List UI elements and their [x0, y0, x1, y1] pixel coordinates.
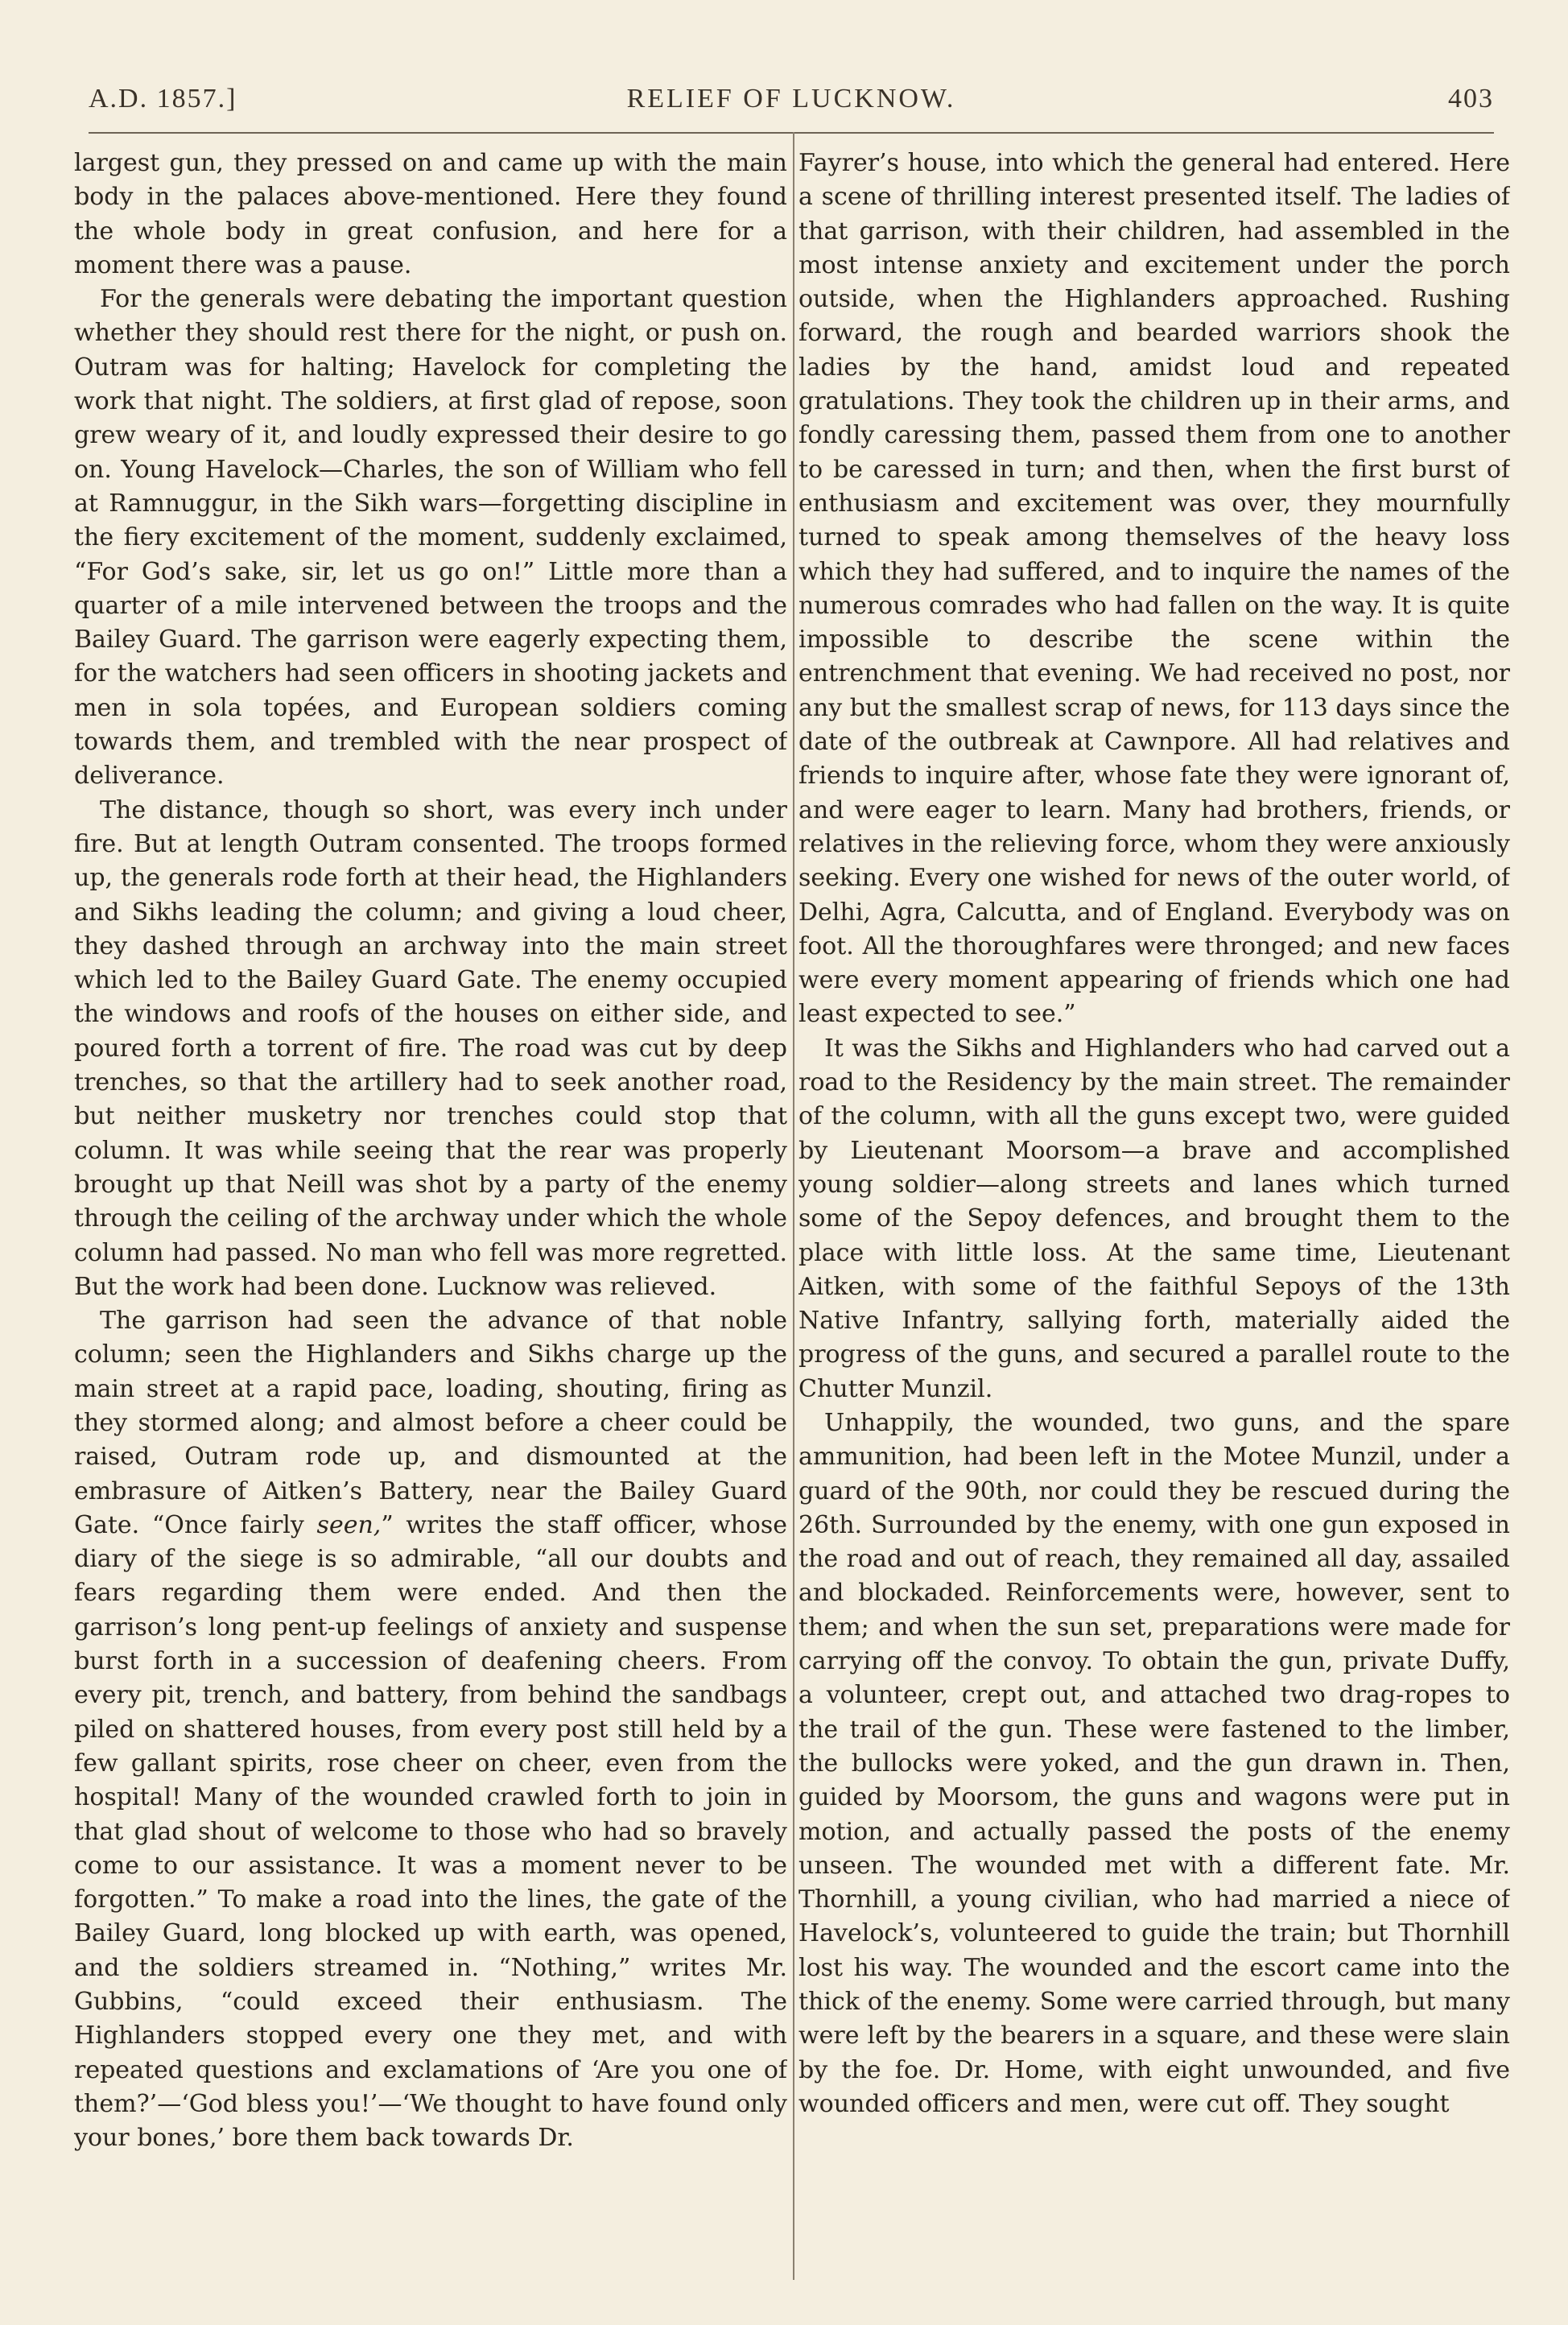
column-divider — [793, 132, 794, 2280]
running-head — [89, 84, 1494, 126]
right-column — [798, 147, 1510, 2272]
paragraph: For the generals were debating the important question whether they should rest there for the night, or push on. Outram was for halting; Havelock for completing the work that night. The soldiers, at first glad of repose, soon grew weary of it, and loudly expressed their desire to go on. Young Havelock—Charles, the son of William who fell at Ramnuggur, in the Sikh wars—forgetting discipline in the fiery excitement of the moment, suddenly exclaimed, “For God’s sake, sir, let us go on!” Little more than a quarter of a mile intervened between the troops and the Bailey Guard. The garrison were eagerly expecting them, for the watchers had seen officers in shooting jackets and men in sola topées, and European soldiers coming towards them, and trembled with the near prospect of deliverance. — [74, 285, 787, 791]
text-run: The garrison had seen the advance of that noble column; seen the Highlanders and Sikhs charge up the main street at a rapid pace, loading, shouting, firing as they stormed along; and almost before a cheer could be raised, Outram rode up, and dismounted at the embrasure of Aitken’s Battery, near the Bailey Guard Gate. “Once fairly — [74, 1307, 787, 1539]
left-column — [74, 147, 787, 2272]
paragraph: It was the Sikhs and Highlanders who had carved out a road to the Residency by the main street. The remainder of the column, with all the guns except two, were guided by Lieutenant Moorsom—a brave and accomplished young soldier—along streets and lanes which turned some of the Sepoy defences, and brought them to the place with little loss. At the same time, Lieutenant Aitken, with some of the faithful Sepoys of the 13th Native Infantry, sallying forth, materially aided the progress of the guns, and secured a parallel route to the Chutter Munzil. — [798, 1034, 1510, 1403]
paragraph: The distance, though so short, was every inch under fire. But at length Outram consented. The troops formed up, the generals rode forth at their head, the Highlanders and Sikhs leading the column; and giving a loud cheer, they dashed through an archway into the main street which led to the Bailey Guard Gate. The enemy occupied the windows and roofs of the houses on either side, and poured forth a torrent of fire. The road was cut by deep trenches, so that the artillery had to seek another road, but neither musketry nor trenches could stop that column. It was while seeing that the rear was properly brought up that Neill was shot by a party of the enemy through the ceiling of the archway under which the whole column had passed. No man who fell was more regretted. But the work had been done. Lucknow was relieved. — [74, 795, 787, 1301]
paragraph: Fayrer’s house, into which the general had entered. Here a scene of thrilling interest presented itself. The ladies of that garrison, with their children, had assembled in the most intense anxiety and excitement under the porch outside, when the Highlanders approached. Rushing forward, the rough and bearded warriors shook the ladies by the hand, amidst loud and repeated gratulations. They took the children up in their arms, and fondly caressing them, passed them from one to another to be caressed in turn; and then, when the first burst of enthusiasm and excitement was over, they mournfully turned to speak among themselves of the heavy loss which they had suffered, and to inquire the names of the numerous comrades who had fallen on the way. It is quite impossible to describe the scene within the entrenchment that evening. We had received no post, nor any but the smallest scrap of news, for 113 days since the date of the outbreak at Cawnpore. All had relatives and friends to inquire after, whose fate they were ignorant of, and were eager to learn. Many had brothers, friends, or relatives in the relieving force, whom they were anxiously seeking. Every one wished for news of the outer world, of Delhi, Agra, Calcutta, and of England. Everybody was on foot. All the thoroughfares were thronged; and new faces were every moment appearing of friends which one had least expected to see.” — [798, 149, 1510, 1029]
text-run: ” writes the staff officer, whose diary of the siege is so admirable, “all our doubts and fears regarding them were ended. And then the garrison’s long pent-up feelings of anxiety and suspense burst forth in a succession of deafening cheers. From every pit, trench, and battery, from behind the sandbags piled on shattered houses, from every post still held by a few gallant spirits, rose cheer on cheer, even from the hospital! Many of the wounded crawled forth to join in that glad shout of welcome to those who had so bravely come to our assistance. It was a moment never to be forgotten.” To make a road into the lines, the gate of the Bailey Guard, long blocked up with earth, was opened, and the soldiers streamed in. “Nothing,” writes Mr. Gubbins, “could exceed their enthusiasm. The Highlanders stopped every one they met, and with repeated questions and exclamations of ‘Are you one of them?’—‘God bless you!’—‘We thought to have found only your bones,’ bore them back towards Dr. — [74, 1510, 787, 2153]
italic-text: seen, — [316, 1510, 382, 1539]
paragraph: Unhappily, the wounded, two guns, and the spare ammunition, had been left in the Motee Munzil, under a guard of the 90th, nor could they be rescued during the 26th. Surrounded by the enemy, with one gun exposed in the road and out of reach, they remained all day, assailed and blockaded. Reinforcements were, however, sent to them; and when the sun set, preparations were made for carrying off the convoy. To obtain the gun, private Duffy, a volunteer, crept out, and attached two drag-ropes to the trail of the gun. These were fastened to the limber, the bullocks were yoked, and the gun drawn in. Then, guided by Moorsom, the guns and wagons were put in motion, and actually passed the posts of the enemy unseen. The wounded met with a different fate. Mr. Thornhill, a young civilian, who had married a niece of Havelock’s, volunteered to guide the train; but Thornhill lost his way. The wounded and the escort came into the thick of the enemy. Some were carried through, but many were left by the bearers in a square, and these were slain by the foe. Dr. Home, with eight unwounded, and five wounded officers and men, were cut off. They sought — [798, 1408, 1510, 2118]
paragraph — [74, 1304, 787, 2155]
paragraph: largest gun, they pressed on and came up with the main body in the palaces above-mentioned. Here they found the whole body in great confusion, and here for a moment there was a pause. — [74, 149, 787, 279]
running-head-title: RELIEF OF LUCKNOW. — [626, 84, 956, 114]
header-rule — [89, 132, 1494, 134]
running-head-date: A.D. 1857.] — [89, 84, 237, 114]
page-number: 403 — [1448, 84, 1494, 114]
